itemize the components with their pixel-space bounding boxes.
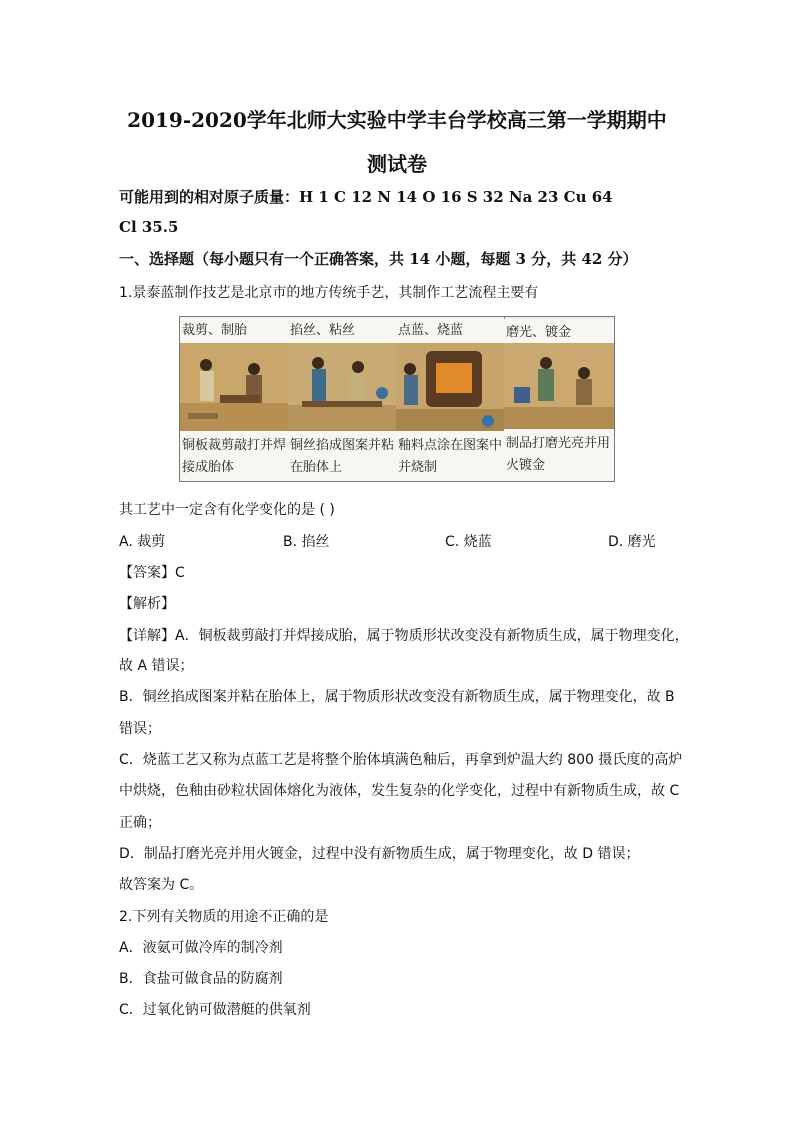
q1-answer: 【答案】C [119, 565, 185, 581]
q1-stem: 1.景泰蓝制作技艺是北京市的地方传统手艺，其制作工艺流程主要有 [119, 285, 539, 301]
detail-label: 【详解】 [119, 628, 175, 644]
step-2-head: 掐丝、粘丝 [288, 317, 396, 343]
q1-detail-c-line2: 中烘烧，色釉由砂粒状固体熔化为液体，发生复杂的化学变化，过程中有新物质生成，故 C [119, 783, 680, 799]
process-table [179, 316, 615, 482]
q2-option-b: B．食盐可做食品的防腐剂 [119, 971, 283, 987]
step-1-illustration [180, 343, 288, 437]
process-step-3 [396, 317, 505, 481]
q2-option-a: A．液氨可做冷库的制冷剂 [119, 940, 283, 956]
q1-option-c: C. 烧蓝 [445, 534, 492, 550]
section-heading: 一、选择题（每小题只有一个正确答案，共 14 小题，每题 3 分，共 42 分） [119, 250, 638, 268]
atomic-mass-line2: Cl 35.5 [119, 218, 179, 236]
q2-option-c: C．过氧化钠可做潜艇的供氧剂 [119, 1002, 311, 1018]
q2-stem: 2.下列有关物质的用途不正确的是 [119, 909, 329, 925]
process-step-4 [504, 317, 614, 481]
q1-detail-d-line1: D．制品打磨光亮并用火镀金，过程中没有新物质生成，属于物理变化，故 D 错误； [119, 846, 640, 862]
q1-question: 其工艺中一定含有化学变化的是 ( ) [119, 502, 335, 518]
detail-a-text: A．铜板裁剪敲打并焊接成胎，属于物质形状改变没有新物质生成，属于物理变化， [175, 628, 689, 644]
process-step-1 [180, 317, 289, 481]
q1-option-d: D. 磨光 [608, 534, 656, 550]
page-title-line2: 测试卷 [367, 152, 427, 176]
q1-detail-b-line2: 错误； [119, 721, 161, 737]
step-1-head: 裁剪、制胎 [180, 317, 288, 343]
page-title: 2019-2020学年北师大实验中学丰台学校高三第一学期期中 [127, 108, 667, 132]
step-4-caption: 制品打磨光亮并用火镀金 [504, 429, 614, 481]
q1-option-b: B. 掐丝 [283, 534, 330, 550]
q1-detail-c-line3: 正确； [119, 815, 161, 831]
step-1-caption: 铜板裁剪敲打并焊接成胎体 [180, 431, 288, 481]
process-step-2 [288, 317, 397, 481]
step-4-illustration [504, 343, 614, 437]
step-3-head: 点蓝、烧蓝 [396, 317, 504, 343]
step-2-caption: 铜丝掐成图案并粘在胎体上 [288, 431, 396, 481]
q1-detail-a-line2: 故 A 错误； [119, 658, 194, 674]
q1-detail-c-line1: C．烧蓝工艺又称为点蓝工艺是将整个胎体填满色釉后，再拿到炉温大约 800 摄氏度的高炉 [119, 752, 683, 768]
q1-detail-b-line1: B．铜丝掐成图案并粘在胎体上，属于物质形状改变没有新物质生成，属于物理变化，故 B [119, 689, 675, 705]
step-2-illustration [288, 343, 396, 437]
q1-detail-a-line1 [119, 625, 689, 645]
step-4-head: 磨光、镀金 [504, 319, 614, 345]
q1-analysis-label: 【解析】 [119, 596, 175, 612]
q1-conclusion: 故答案为 C。 [119, 877, 204, 893]
atomic-mass-line1: 可能用到的相对原子质量：H 1 C 12 N 14 O 16 S 32 Na 23 Cu 64 [119, 188, 613, 206]
step-3-illustration [396, 343, 504, 437]
q1-option-a: A. 裁剪 [119, 534, 166, 550]
step-3-caption: 釉料点涂在图案中并烧制 [396, 431, 504, 481]
